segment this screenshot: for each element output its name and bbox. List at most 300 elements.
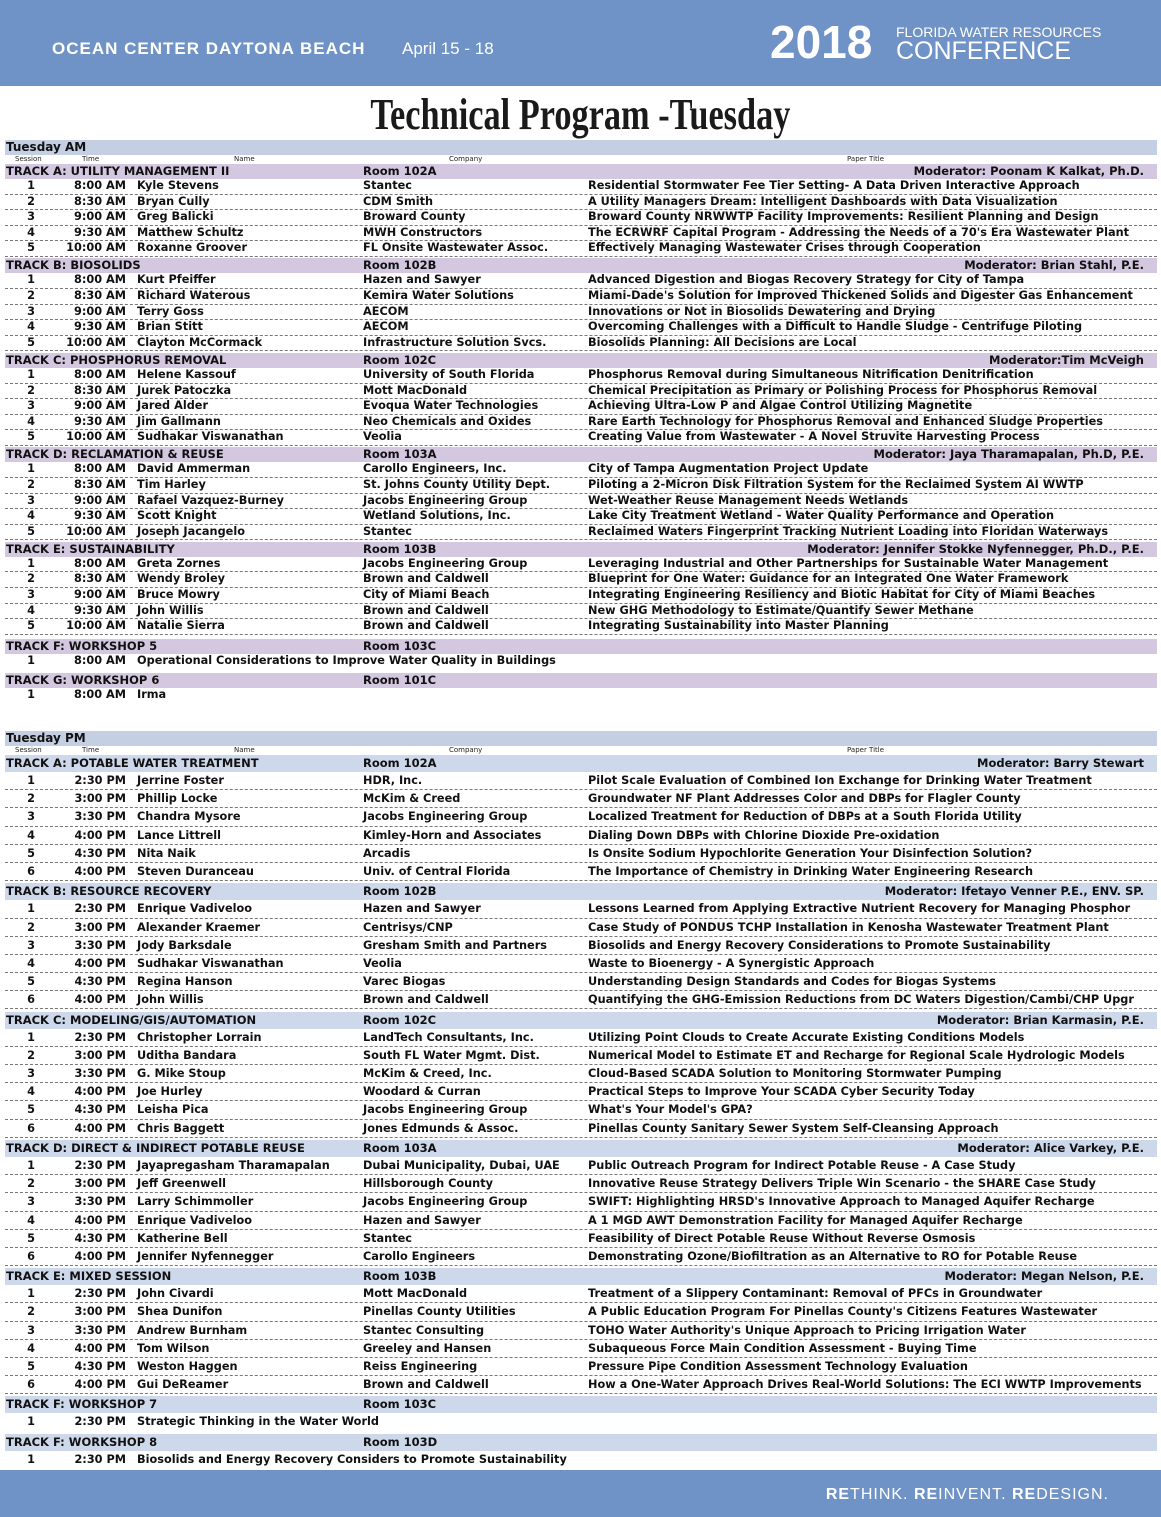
session-row (5, 1175, 1157, 1193)
col-session: Session (15, 155, 42, 163)
session-time: 4:00 PM (74, 993, 126, 1007)
speaker-name: Sudhakar Viswanathan (137, 430, 284, 444)
session-number: 3 (27, 588, 35, 602)
column-headers (5, 155, 1157, 164)
speaker-name: Matthew Schultz (137, 225, 244, 239)
track-room: Room 103D (363, 1434, 438, 1449)
track-room: Room 103B (363, 541, 437, 556)
speaker-name: G. Mike Stoup (137, 1067, 226, 1080)
session-time: 4:00 PM (74, 956, 126, 970)
track-moderator: Moderator: Poonam K Kalkat, Ph.D. (913, 164, 1144, 178)
session-time: 10:00 AM (66, 241, 126, 255)
paper-title: Public Outreach Program for Indirect Potable Reuse - A Case Study (588, 1158, 1016, 1172)
track-header (5, 1434, 1157, 1451)
session-number: 1 (27, 273, 35, 287)
company-name: Stantec (363, 179, 412, 192)
track-room: Room 103C (363, 1397, 437, 1412)
section-label: Tuesday AM (5, 140, 1157, 155)
paper-title: Is Onsite Sodium Hypochlorite Generation Your Disinfection Solution? (588, 846, 1033, 860)
track-header (5, 1140, 1157, 1157)
session-time: 4:00 PM (74, 1378, 126, 1392)
session-time: 3:30 PM (74, 1323, 126, 1337)
company-name: AECOM (363, 320, 409, 334)
track-block (5, 639, 1157, 670)
session-time: 4:00 PM (74, 1085, 126, 1099)
company-name: Brown and Caldwell (363, 1378, 489, 1392)
col-session: Session (15, 746, 42, 754)
company-name: Broward County (363, 210, 466, 224)
session-row (5, 1358, 1157, 1376)
speaker-name: John Willis (137, 993, 204, 1007)
company-name: Infrastructure Solution Svcs. (363, 335, 547, 349)
speaker-name: Jeff Greenwell (137, 1177, 227, 1191)
session-row (5, 955, 1157, 973)
speaker-name: Kurt Pfeiffer (137, 273, 216, 287)
speaker-name: Andrew Burnham (137, 1323, 248, 1337)
session-number: 3 (27, 810, 35, 824)
track-room: Room 103B (363, 1269, 437, 1284)
speaker-name: Enrique Vadiveloo (137, 1213, 253, 1227)
track-header (5, 258, 1157, 273)
track-header (5, 1396, 1157, 1413)
session-number: 1 (27, 902, 35, 916)
session-row (5, 226, 1157, 242)
company-name: Varec Biogas (363, 975, 446, 989)
company-name: Stantec Consulting (363, 1323, 485, 1337)
session-number: 2 (27, 194, 35, 208)
track-block (5, 353, 1157, 446)
speaker-name: Jennifer Nyfennegger (137, 1249, 274, 1263)
speaker-name: Shea Dunifon (137, 1305, 223, 1319)
speaker-name: Katherine Bell (137, 1231, 228, 1245)
session-number: 3 (27, 938, 35, 952)
session-row (5, 509, 1157, 525)
col-company: Company (449, 155, 483, 163)
session-time: 9:00 AM (73, 304, 126, 318)
track-room: Room 102B (363, 258, 437, 273)
paper-title: Blueprint for One Water: Guidance for an Integrated One Water Framework (588, 572, 1069, 586)
track-title: TRACK D: RECLAMATION & REUSE (6, 447, 224, 462)
session-time: 4:00 PM (74, 1249, 126, 1263)
paper-title: The ECRWRF Capital Program - Addressing the Needs of a 70's Era Wastewater Plant (588, 225, 1130, 239)
session-number: 4 (27, 828, 35, 842)
track-moderator: Moderator: Brian Stahl, P.E. (964, 258, 1144, 273)
company-name: Kemira Water Solutions (363, 289, 514, 303)
paper-title: The Importance of Chemistry in Drinking Water Engineering Research (588, 864, 1034, 878)
track-block (5, 673, 1157, 704)
session-number: 5 (27, 975, 35, 989)
session-number: 3 (27, 304, 35, 318)
tuesday-am-section (5, 140, 1157, 704)
session-number: 5 (27, 524, 35, 538)
paper-title: A 1 MGD AWT Demonstration Facility for Managed Aquifer Recharge (588, 1213, 1023, 1227)
track-block (5, 258, 1157, 351)
speaker-name: Jayapregasham Tharamapalan (137, 1158, 330, 1172)
session-row (5, 845, 1157, 863)
track-title: TRACK D: DIRECT & INDIRECT POTABLE REUSE (6, 1140, 305, 1155)
track-room: Room 102C (363, 352, 437, 367)
session-number: 3 (27, 399, 35, 413)
session-time: 9:30 AM (73, 603, 126, 617)
company-name: MWH Constructors (363, 225, 483, 239)
session-time: 4:30 PM (74, 1231, 126, 1245)
session-row (5, 973, 1157, 991)
session-time: 3:00 PM (74, 1305, 126, 1319)
session-time: 2:30 PM (74, 1287, 126, 1301)
track-moderator: Moderator:Tim McVeigh (989, 352, 1144, 367)
company-name: Carollo Engineers (363, 1249, 476, 1263)
session-number: 1 (27, 653, 35, 667)
paper-title: Achieving Ultra-Low P and Algae Control Utilizing Magnetite (588, 399, 973, 413)
session-row (5, 384, 1157, 400)
paper-title: Treatment of a Slippery Contaminant: Removal of PFCs in Groundwater (588, 1287, 1043, 1301)
session-time: 9:00 AM (73, 210, 126, 224)
speaker-name: Tom Wilson (137, 1341, 210, 1355)
session-time: 4:00 PM (74, 1121, 126, 1135)
track-header (5, 1268, 1157, 1285)
speaker-name: Richard Waterous (137, 289, 251, 303)
session-row (5, 368, 1157, 384)
paper-title: Innovations or Not in Biosolids Dewatering and Drying (588, 304, 936, 318)
speaker-name: Jim Gallmann (137, 414, 221, 428)
paper-title: A Utility Managers Dream: Intelligent Dashboards with Data Visualization (588, 194, 1058, 208)
speaker-name: Larry Schimmoller (137, 1195, 254, 1209)
session-number: 2 (27, 383, 35, 397)
speaker-name: Uditha Bandara (137, 1048, 237, 1062)
session-time: 8:00 AM (73, 688, 126, 702)
session-number: 2 (27, 478, 35, 491)
paper-title: Wet-Weather Reuse Management Needs Wetlands (588, 493, 909, 507)
paper-title: Miami-Dade's Solution for Improved Thickened Solids and Digester Gas Enhancement (588, 289, 1133, 303)
company-name: LandTech Consultants, Inc. (363, 1030, 534, 1044)
track-moderator: Moderator: Ifetayo Venner P.E., ENV. SP. (884, 884, 1144, 899)
session-number: 1 (27, 367, 35, 381)
speaker-name: Lance Littrell (137, 828, 222, 842)
speaker-name: Strategic Thinking in the Water World (137, 1415, 379, 1429)
col-time: Time (82, 155, 100, 163)
session-row (5, 210, 1157, 226)
session-row (5, 808, 1157, 826)
session-row (5, 1157, 1157, 1175)
session-number: 5 (27, 335, 35, 349)
speaker-name: Jerrine Foster (137, 774, 224, 787)
session-time: 4:30 PM (74, 1360, 126, 1373)
track-header (5, 673, 1157, 688)
track-room: Room 103C (363, 638, 437, 653)
paper-title: Dialing Down DBPs with Chlorine Dioxide Pre-oxidation (588, 828, 940, 842)
track-moderator: Moderator: Megan Nelson, P.E. (944, 1269, 1144, 1284)
company-name: Kimley-Horn and Associates (363, 828, 542, 842)
speaker-name: Gui DeReamer (137, 1378, 229, 1392)
session-row (5, 1047, 1157, 1065)
track-block (5, 1268, 1157, 1394)
session-row (5, 654, 1157, 670)
session-number: 3 (27, 1195, 35, 1209)
paper-title: Practical Steps to Improve Your SCADA Cyber Security Today (588, 1085, 975, 1099)
track-header (5, 755, 1157, 772)
session-row (5, 273, 1157, 289)
paper-title: What's Your Model's GPA? (588, 1103, 753, 1117)
track-room: Room 103A (363, 1140, 437, 1155)
session-row (5, 399, 1157, 415)
session-time: 9:00 AM (73, 588, 126, 602)
session-time: 8:30 AM (73, 289, 126, 303)
company-name: Gresham Smith and Partners (363, 938, 548, 952)
session-number: 4 (27, 414, 35, 428)
paper-title: Reclaimed Waters Fingerprint Tracking Nutrient Loading into Floridan Waterways (588, 524, 1109, 538)
paper-title: Innovative Reuse Strategy Delivers Triple Win Scenario - the SHARE Case Study (588, 1177, 1096, 1191)
company-name: Arcadis (363, 846, 411, 860)
session-number: 4 (27, 509, 35, 523)
track-block (5, 164, 1157, 257)
track-title: TRACK F: WORKSHOP 5 (6, 638, 158, 653)
speaker-name: Terry Goss (137, 304, 204, 318)
track-block (5, 447, 1157, 540)
company-name: Jacobs Engineering Group (363, 556, 528, 570)
paper-title: Utilizing Point Clouds to Create Accurate Existing Conditions Models (588, 1030, 1025, 1044)
company-name: Greeley and Hansen (363, 1341, 492, 1355)
track-title: TRACK G: WORKSHOP 6 (6, 673, 160, 688)
track-room: Room 102C (363, 1012, 437, 1027)
company-name: Jacobs Engineering Group (363, 1103, 528, 1117)
session-number: 5 (27, 430, 35, 444)
session-time: 2:30 PM (74, 1415, 126, 1429)
company-name: Mott MacDonald (363, 383, 468, 397)
session-number: 4 (27, 956, 35, 970)
session-time: 3:30 PM (74, 1195, 126, 1209)
session-row (5, 1376, 1157, 1394)
session-number: 2 (27, 572, 35, 586)
conference-label: CONFERENCE (896, 37, 1072, 65)
session-number: 4 (27, 1213, 35, 1227)
company-name: St. Johns County Utility Dept. (363, 478, 551, 491)
company-name: FL Onsite Wastewater Assoc. (363, 241, 549, 255)
col-name: Name (234, 746, 255, 754)
session-number: 6 (27, 993, 35, 1007)
company-name: Dubai Municipality, Dubai, UAE (363, 1158, 560, 1172)
session-row (5, 1065, 1157, 1083)
company-name: HDR, Inc. (363, 774, 423, 787)
session-time: 3:00 PM (74, 920, 126, 934)
dates: April 15 - 18 (402, 39, 494, 58)
paper-title: Numerical Model to Estimate ET and Recharge for Regional Scale Hydrologic Models (588, 1048, 1125, 1062)
session-row (5, 289, 1157, 305)
paper-title: How a One-Water Approach Drives Real-World Solutions: The ECI WWTP Improvements (588, 1378, 1142, 1392)
track-block (5, 1140, 1157, 1266)
paper-title: Chemical Precipitation as Primary or Polishing Process for Phosphorus Removal (588, 383, 1098, 397)
session-time: 4:00 PM (74, 828, 126, 842)
speaker-name: Greta Zornes (137, 556, 221, 570)
speaker-name: Leisha Pica (137, 1103, 209, 1117)
track-block (5, 1396, 1157, 1431)
speaker-name: Wendy Broley (137, 572, 225, 586)
paper-title: Piloting a 2-Micron Disk Filtration System for the Reclaimed System AI WWTP (588, 478, 1084, 491)
session-number: 3 (27, 493, 35, 507)
session-number: 5 (27, 1103, 35, 1117)
paper-title: Pilot Scale Evaluation of Combined Ion Exchange for Drinking Water Treatment (588, 774, 1092, 787)
track-title: TRACK F: WORKSHOP 7 (6, 1397, 158, 1412)
track-room: Room 102A (363, 164, 437, 178)
session-row (5, 1193, 1157, 1211)
speaker-name: Alexander Kraemer (137, 920, 261, 934)
session-number: 6 (27, 864, 35, 878)
paper-title: Rare Earth Technology for Phosphorus Removal and Enhanced Sludge Properties (588, 414, 1103, 428)
tuesday-pm-section (5, 731, 1157, 1469)
session-row (5, 195, 1157, 211)
speaker-name: Scott Knight (137, 509, 217, 523)
session-time: 2:30 PM (74, 1030, 126, 1044)
paper-title: A Public Education Program For Pinellas County's Citizens Features Wastewater (588, 1305, 1098, 1319)
session-row (5, 415, 1157, 431)
track-title: TRACK E: MIXED SESSION (6, 1269, 172, 1284)
speaker-name: Irma (137, 688, 167, 702)
speaker-name: Sudhakar Viswanathan (137, 956, 284, 970)
session-row (5, 572, 1157, 588)
col-time: Time (82, 746, 100, 754)
paper-title: Pressure Pipe Condition Assessment Technology Evaluation (588, 1360, 968, 1373)
session-row (5, 604, 1157, 620)
speaker-name: Jurek Patoczka (137, 383, 232, 397)
paper-title: Localized Treatment for Reduction of DBPs at a South Florida Utility (588, 810, 1022, 824)
track-title: TRACK F: WORKSHOP 8 (6, 1434, 158, 1449)
session-row (5, 478, 1157, 494)
session-number: 4 (27, 225, 35, 239)
track-block (5, 755, 1157, 881)
speaker-name: Phillip Locke (137, 792, 218, 806)
paper-title: Residential Stormwater Fee Tier Setting- A Data Driven Interactive Approach (588, 179, 1080, 192)
speaker-name: David Ammerman (137, 462, 251, 476)
session-number: 2 (27, 920, 35, 934)
paper-title: Subaqueous Force Main Condition Assessment - Buying Time (588, 1341, 977, 1355)
session-row (5, 1120, 1157, 1138)
speaker-name: Chris Baggett (137, 1121, 225, 1135)
session-number: 4 (27, 1085, 35, 1099)
session-number: 4 (27, 1341, 35, 1355)
track-room: Room 103A (363, 447, 437, 462)
track-header (5, 353, 1157, 368)
paper-title: Integrating Engineering Resiliency and Biotic Habitat for City of Miami Beaches (588, 588, 1096, 602)
company-name: Woodard & Curran (363, 1085, 481, 1099)
session-time: 4:00 PM (74, 864, 126, 878)
session-time: 9:30 AM (73, 414, 126, 428)
session-time: 3:00 PM (74, 1048, 126, 1062)
paper-title: Lessons Learned from Applying Extractive Nutrient Recovery for Managing Phosphor (588, 902, 1131, 916)
paper-title: Advanced Digestion and Biogas Recovery Strategy for City of Tampa (588, 273, 1025, 287)
session-number: 2 (27, 1177, 35, 1191)
paper-title: Pinellas County Sanitary Sewer System Self-Cleansing Approach (588, 1121, 999, 1135)
paper-title: Lake City Treatment Wetland - Water Quality Performance and Operation (588, 509, 1055, 523)
paper-title: Biosolids Planning: All Decisions are Local (588, 335, 857, 349)
session-time: 8:00 AM (73, 367, 126, 381)
paper-title: Case Study of PONDUS TCHP Installation in Kenosha Wastewater Treatment Plant (588, 920, 1109, 934)
track-title: TRACK C: PHOSPHORUS REMOVAL (6, 352, 227, 367)
session-time: 9:00 AM (73, 493, 126, 507)
session-row (5, 1285, 1157, 1303)
company-name: Hillsborough County (363, 1177, 493, 1191)
session-row (5, 863, 1157, 881)
session-number: 1 (27, 688, 35, 702)
session-number: 1 (27, 1287, 35, 1301)
company-name: Hazen and Sawyer (363, 1213, 481, 1227)
speaker-name: Joseph Jacangelo (137, 524, 245, 538)
session-time: 10:00 AM (66, 524, 126, 538)
session-number: 2 (27, 1305, 35, 1319)
company-name: Hazen and Sawyer (363, 273, 481, 287)
paper-title: Overcoming Challenges with a Difficult to Handle Sludge - Centrifuge Piloting (588, 320, 1083, 334)
company-name: CDM Smith (363, 194, 434, 208)
company-name: Brown and Caldwell (363, 993, 489, 1007)
speaker-name: Christopher Lorrain (137, 1030, 262, 1044)
session-number: 5 (27, 619, 35, 633)
session-row (5, 991, 1157, 1009)
speaker-name: Joe Hurley (137, 1085, 203, 1099)
session-number: 4 (27, 320, 35, 334)
session-number: 3 (27, 1067, 35, 1080)
session-row (5, 827, 1157, 845)
session-number: 2 (27, 792, 35, 806)
session-time: 8:00 AM (73, 179, 126, 192)
session-number: 1 (27, 179, 35, 192)
paper-title: Effectively Managing Wastewater Crises through Cooperation (588, 241, 981, 255)
track-title: TRACK A: UTILITY MANAGEMENT II (6, 164, 230, 178)
session-row (5, 1083, 1157, 1101)
company-name: City of Miami Beach (363, 588, 490, 602)
company-name: Neo Chemicals and Oxides (363, 414, 532, 428)
speaker-name: John Civardi (137, 1287, 214, 1301)
page-footer (0, 1470, 1161, 1517)
column-headers (5, 746, 1157, 755)
paper-title: Phosphorus Removal during Simultaneous Nitrification Denitrification (588, 367, 1034, 381)
session-row (5, 462, 1157, 478)
track-room: Room 102B (363, 884, 437, 899)
session-row (5, 1340, 1157, 1358)
session-number: 5 (27, 846, 35, 860)
company-name: Brown and Caldwell (363, 572, 489, 586)
company-name: Jacobs Engineering Group (363, 493, 528, 507)
session-time: 2:30 PM (74, 1158, 126, 1172)
session-row (5, 430, 1157, 446)
speaker-name: Bryan Cully (137, 194, 210, 208)
session-number: 4 (27, 603, 35, 617)
track-list (5, 755, 1157, 1469)
venue: OCEAN CENTER DAYTONA BEACH (52, 39, 366, 58)
paper-title: Creating Value from Wastewater - A Novel Struvite Harvesting Process (588, 430, 1040, 444)
session-time: 2:30 PM (74, 1452, 126, 1466)
company-name: Stantec (363, 1231, 412, 1245)
session-row (5, 494, 1157, 510)
speaker-name: Helene Kassouf (137, 367, 236, 381)
session-number: 6 (27, 1249, 35, 1263)
conference-year: 2018 (770, 16, 873, 68)
session-row (5, 937, 1157, 955)
track-room: Room 102A (363, 756, 437, 770)
paper-title: Leveraging Industrial and Other Partnerships for Sustainable Water Management (588, 556, 1109, 570)
session-row (5, 1322, 1157, 1340)
speaker-name: Biosolids and Energy Recovery Considers to Promote Sustainability (137, 1452, 567, 1466)
company-name: Wetland Solutions, Inc. (363, 509, 511, 523)
paper-title: Cloud-Based SCADA Solution to Monitoring Stormwater Pumping (588, 1067, 1002, 1080)
session-number: 6 (27, 1378, 35, 1392)
session-time: 8:00 AM (73, 653, 126, 667)
session-time: 8:00 AM (73, 556, 126, 570)
tagline: RETHINK. REINVENT. REDESIGN. (825, 1486, 1109, 1503)
speaker-name: Brian Stitt (137, 320, 203, 334)
session-row (5, 1101, 1157, 1119)
company-name: Carollo Engineers, Inc. (363, 462, 507, 476)
speaker-name: Enrique Vadiveloo (137, 902, 253, 916)
session-number: 2 (27, 289, 35, 303)
col-paper: Paper Title (847, 155, 885, 163)
